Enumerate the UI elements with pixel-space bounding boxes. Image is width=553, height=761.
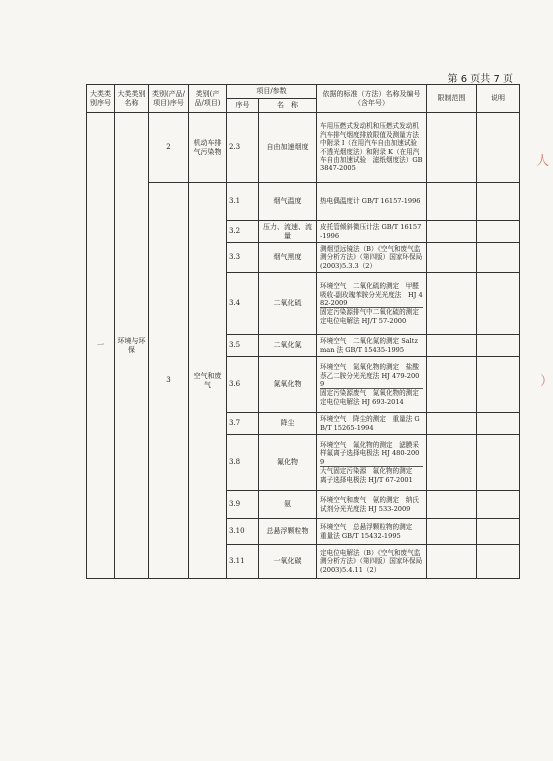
header-item-param: 项目/参数 (227, 85, 317, 99)
header-seq: 序号 (227, 99, 259, 113)
standard-cell (317, 243, 427, 273)
standard-cell (317, 545, 427, 579)
note-cell (477, 273, 520, 335)
category-name-cell: 环境与环保 (115, 113, 149, 579)
item-name-cell: 总悬浮颗粒物 (259, 519, 317, 545)
seq-cell: 3.4 (227, 273, 259, 335)
standard-cell (317, 357, 427, 413)
limit-cell (427, 113, 477, 183)
header-type-no: 类别(产品/项目)序号 (149, 85, 189, 113)
standard-cell (317, 519, 427, 545)
header-category-no: 大类类别序号 (87, 85, 115, 113)
seq-cell: 2.3 (227, 113, 259, 183)
note-cell (477, 243, 520, 273)
item-name-cell: 二氧化氮 (259, 335, 317, 357)
item-name-cell: 氮氧化物 (259, 357, 317, 413)
limit-cell (427, 491, 477, 519)
standard-cell (317, 435, 427, 491)
type-no-cell: 3 (149, 183, 189, 579)
limit-cell (427, 435, 477, 491)
stamp-mark: ） (540, 374, 553, 389)
limit-cell (427, 413, 477, 435)
standard-text: 环境空气 总悬浮颗粒物的测定 重量法 GB/T 15432-1995 (320, 523, 419, 540)
standard-text: 环境空气 氮氧化物的测定 盐酸萘乙二胺分光光度法 HJ 479-2009 (320, 363, 420, 389)
table-row (87, 113, 520, 183)
seq-cell: 3.2 (227, 221, 259, 243)
limit-cell (427, 545, 477, 579)
header-type: 类别(产品/项目) (189, 85, 227, 113)
limit-cell (427, 221, 477, 243)
stamp-mark: 人 (536, 154, 550, 169)
standard-text: 车用压燃式发动机和压燃式发动机汽车排气烟度排放限值及测量方法中附录 I（在用汽车自由加速试验 不透光烟度法）和附录 K（在用汽车自由加速试验 滤纸烟度法）GB 3847-2005 (320, 122, 424, 173)
standard-text: 热电偶温度计 GB/T 16157-1996 (320, 197, 421, 206)
standard-cell (317, 413, 427, 435)
seq-cell: 3.1 (227, 183, 259, 221)
standard-text: 固定污染源废气 氮氧化物的测定 定电位电解法 HJ 693-2014 (320, 389, 426, 406)
seq-cell: 3.5 (227, 335, 259, 357)
note-cell (477, 335, 520, 357)
header-limit: 限制范围 (427, 85, 477, 113)
header-category-name: 大类类别名称 (115, 85, 149, 113)
note-cell (477, 357, 520, 413)
type-cell: 空气和废气 (189, 183, 227, 579)
seq-cell: 3.11 (227, 545, 259, 579)
limit-cell (427, 273, 477, 335)
seq-cell: 3.10 (227, 519, 259, 545)
standard-text: 定电位电解法（B）《空气和废气监测分析方法》（第四版）国家环保局(2003)5.4.11（2） (320, 548, 423, 574)
accreditation-table (86, 84, 520, 579)
limit-cell (427, 243, 477, 273)
seq-cell: 3.8 (227, 435, 259, 491)
note-cell (477, 491, 520, 519)
standard-text: 测烟望远镜法（B）《空气和废气监测分析方法》（第四版）国家环保局(2003)5.3.3（2） (320, 245, 423, 270)
limit-cell (427, 519, 477, 545)
standard-text: 环境空气 二氧化氮的测定 Saltzman 法 GB/T 15435-1995 (320, 337, 418, 354)
item-name-cell: 压力、流速、流量 (259, 221, 317, 243)
standard-text: 皮托管倾斜微压计法 GB/T 16157-1996 (320, 223, 422, 240)
note-cell (477, 113, 520, 183)
standard-cell (317, 183, 427, 221)
seq-cell: 3.3 (227, 243, 259, 273)
standard-cell (317, 113, 427, 183)
item-name-cell: 二氧化硫 (259, 273, 317, 335)
page-number: 第 6 页共 7 页 (447, 74, 513, 85)
note-cell (477, 413, 520, 435)
note-cell (477, 519, 520, 545)
seq-cell: 3.7 (227, 413, 259, 435)
limit-cell (427, 335, 477, 357)
standard-cell (317, 273, 427, 335)
item-name-cell: 氟化物 (259, 435, 317, 491)
item-name-cell: 烟气温度 (259, 183, 317, 221)
standard-text: 环境空气 降尘的测定 重量法 GB/T 15265-1994 (320, 415, 420, 432)
limit-cell (427, 357, 477, 413)
standard-text: 固定污染源排气中二氧化硫的测定 定电位电解法 HJ/T 57-2000 (320, 308, 426, 325)
standard-text: 环境空气 氟化物的测定 滤膜采样氟离子选择电极法 HJ 480-2009 (320, 441, 420, 466)
item-name-cell: 氨 (259, 491, 317, 519)
type-cell: 机动车排气污染物 (189, 113, 227, 183)
item-name-cell: 自由加速烟度 (259, 113, 317, 183)
seq-cell: 3.9 (227, 491, 259, 519)
seq-cell: 3.6 (227, 357, 259, 413)
item-name-cell: 一氧化碳 (259, 545, 317, 579)
standard-text: 环境空气 二氧化硫的测定 甲醛吸收-副玫瑰苯胺分光光度法 HJ 482-2009 (320, 282, 423, 308)
standard-cell (317, 491, 427, 519)
table-row (87, 183, 520, 221)
standard-text: 环境空气和废气 氨的测定 纳氏试剂分光光度法 HJ 533-2009 (320, 496, 419, 513)
header-note: 说明 (477, 85, 520, 113)
note-cell (477, 221, 520, 243)
category-no-cell: 一 (87, 113, 115, 579)
standard-cell (317, 335, 427, 357)
standard-text: 大气固定污染源 氟化物的测定 离子选择电极法 HJ/T 67-2001 (320, 466, 423, 484)
header-standard: 依据的标准（方法）名称及编号（含年号） (317, 85, 427, 113)
type-no-cell: 2 (149, 113, 189, 183)
standard-cell (317, 221, 427, 243)
header-name: 名 称 (259, 99, 317, 113)
item-name-cell: 烟气黑度 (259, 243, 317, 273)
limit-cell (427, 183, 477, 221)
note-cell (477, 435, 520, 491)
item-name-cell: 降尘 (259, 413, 317, 435)
note-cell (477, 183, 520, 221)
note-cell (477, 545, 520, 579)
